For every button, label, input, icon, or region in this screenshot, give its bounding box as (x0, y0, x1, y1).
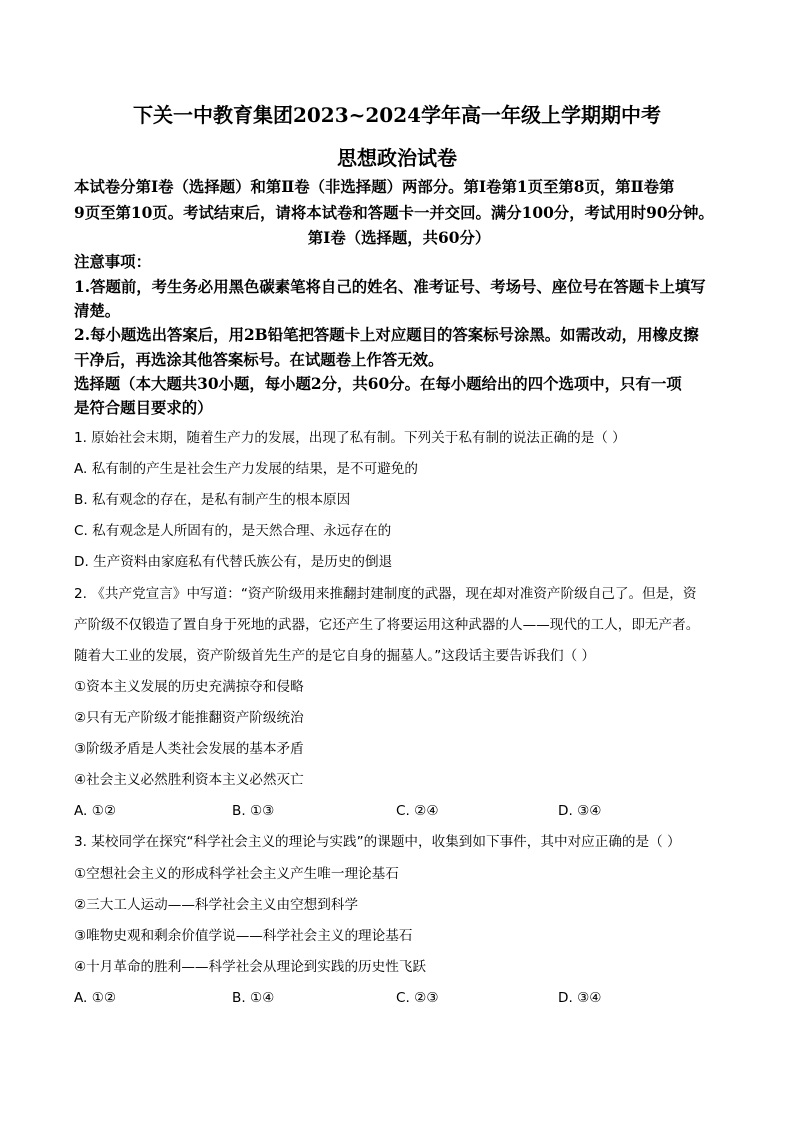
question-2-option-a: A. ①② (74, 803, 117, 819)
question-1-option-a: A. 私有制的产生是社会生产力发展的结果，是不可避免的 (74, 461, 418, 477)
choice-instructions-line-1: 选择题（本大题共30小题，每小题2分，共60分。在每小题给出的四个选项中，只有一项 (74, 375, 682, 393)
question-1-option-d: D. 生产资料由家庭私有代替氏族公有，是历史的倒退 (74, 554, 393, 570)
question-3-options (74, 988, 724, 1008)
exam-subject: 思想政治试卷 (337, 146, 457, 170)
question-2-statement-2: ②只有无产阶级才能推翻资产阶级统治 (74, 710, 304, 726)
section-heading: 第Ⅰ卷（选择题，共60分） (307, 229, 491, 247)
question-2-statement-4: ④社会主义必然胜利资本主义必然灭亡 (74, 772, 304, 788)
question-3-option-a: A. ①② (74, 990, 117, 1006)
exam-title: 下关一中教育集团2023~2024学年高一年级上学期期中考 (132, 103, 662, 127)
question-1-stem: 1. 原始社会末期，随着生产力的发展，出现了私有制。下列关于私有制的说法正确的是（ ） (74, 430, 626, 446)
note-2-line-1: 2.每小题选出答案后，用2B铅笔把答题卡上对应题目的答案标号涂黑。如需改动，用橡皮擦 (74, 326, 699, 344)
question-3-option-b: B. ①④ (232, 990, 275, 1006)
question-2-statement-3: ③阶级矛盾是人类社会发展的基本矛盾 (74, 741, 304, 757)
question-3-stem: 3. 某校同学在探究“科学社会主义的理论与实践”的课题中，收集到如下事件，其中对应正确的是（ ） (74, 834, 681, 850)
intro-line-1: 本试卷分第Ⅰ卷（选择题）和第Ⅱ卷（非选择题）两部分。第Ⅰ卷第1页至第8页，第Ⅱ卷第 (74, 178, 675, 196)
question-3-option-d: D. ③④ (558, 990, 602, 1006)
question-2-option-b: B. ①③ (232, 803, 275, 819)
question-2-option-d: D. ③④ (558, 803, 602, 819)
question-2-stem-line-3: 随着大工业的发展，资产阶级首先生产的是它自身的掘墓人。”这段话主要告诉我们（ ） (74, 648, 596, 664)
question-1-option-c: C. 私有观念是人所固有的，是天然合理、永远存在的 (74, 523, 392, 539)
question-2-statement-1: ①资本主义发展的历史充满掠夺和侵略 (74, 679, 304, 695)
question-3-statement-2: ②三大工人运动——科学社会主义由空想到科学 (74, 897, 359, 913)
intro-line-2: 9页至第10页。考试结束后，请将本试卷和答题卡一并交回。满分100分，考试用时90分钟。 (74, 204, 714, 222)
notes-heading: 注意事项： (74, 253, 151, 271)
question-2-options (74, 801, 724, 821)
question-3-option-c: C. ②③ (396, 990, 439, 1006)
question-3-statement-3: ③唯物史观和剩余价值学说——科学社会主义的理论基石 (74, 928, 413, 944)
question-3-statement-4: ④十月革命的胜利——科学社会从理论到实践的历史性飞跃 (74, 959, 427, 975)
question-2-stem-line-2: 产阶级不仅锻造了置自身于死地的武器，它还产生了将要运用这种武器的人——现代的工人，即无产者。 (74, 617, 700, 633)
question-1-option-b: B. 私有观念的存在，是私有制产生的根本原因 (74, 492, 351, 508)
note-1-line-1: 1.答题前，考生务必用黑色碳素笔将自己的姓名、准考证号、考场号、座位号在答题卡上填写 (74, 278, 706, 296)
question-2-stem-line-1: 2. 《共产党宣言》中写道：“资产阶级用来推翻封建制度的武器，现在却对准资产阶级自己了。但是，资 (74, 586, 697, 602)
question-2-option-c: C. ②④ (396, 803, 439, 819)
note-2-line-2: 干净后，再选涂其他答案标号。在试题卷上作答无效。 (74, 351, 444, 369)
choice-instructions-line-2: 是符合题目要求的） (74, 399, 213, 417)
note-1-line-2: 清楚。 (74, 302, 121, 320)
question-3-statement-1: ①空想社会主义的形成科学社会主义产生唯一理论基石 (74, 866, 399, 882)
